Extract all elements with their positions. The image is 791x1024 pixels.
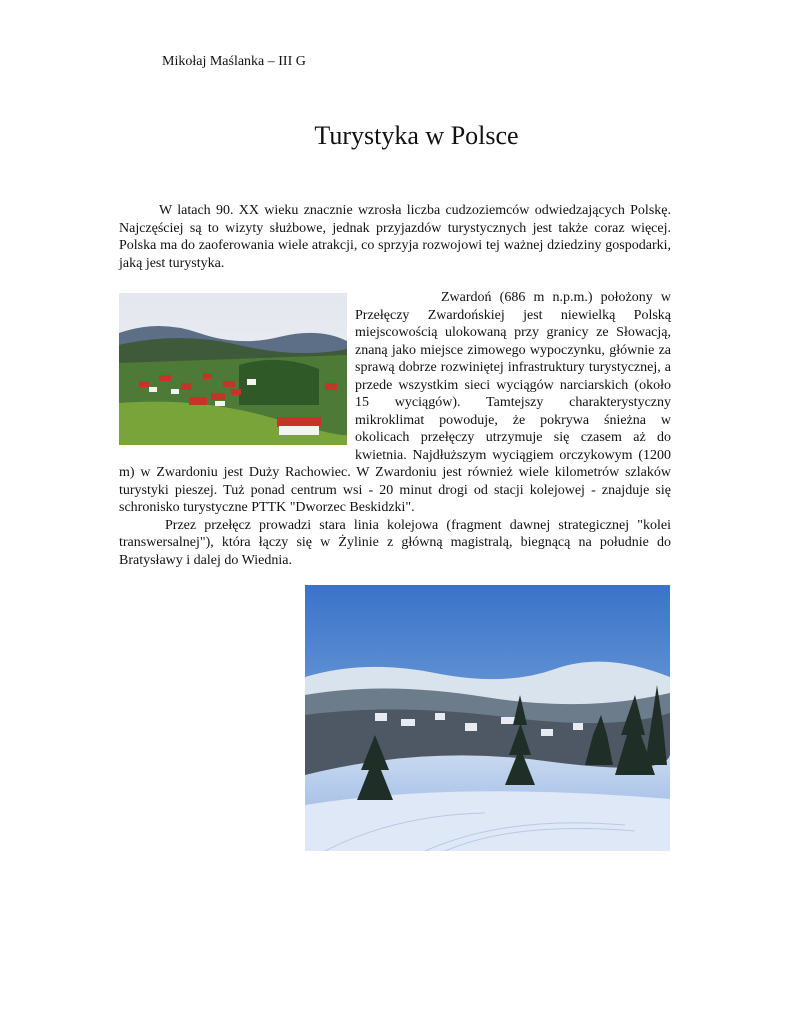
paragraph-intro: W latach 90. XX wieku znacznie wzrosła liczba cudzoziemców odwiedzających Polskę. Najczęściej są to wizyty służbowe, jednak przyjazdów turystycznych jest także coraz więcej. Polska ma do zaoferowania wiele atrakcji, co sprzyja rozwojowi tej ważnej dziedziny gospodarki, jaką jest turystyka. (119, 203, 671, 271)
zwardon-winter-photo (305, 585, 670, 851)
paragraph-zwardon (119, 289, 671, 517)
document-body (119, 202, 671, 569)
paragraph-zwardon-text: Zwardoń (686 m n.p.m.) położony w Przełęczy Zwardońskiej jest niewielką Polską miejscowością ulokowaną przy granicy ze Słowacją, znaną jako miejsce zimowego wypoczynku, głównie za sprawą dobrze rozwiniętej infrastruktury turystycznej, a przede wszystkim sieci wyciągów narciarskich (około 15 wyciągów). Tamtejszy charakterystyczny mikroklimat powoduje, że pokrywa śnieżna w okolicach przełęczy utrzymuje się czasem aż do kwietnia. Najdłuższym wyciągiem orczykowym (1200 m) w Zwardoniu jest Duży Rachowiec. W Zwardoniu jest również wiele kilometrów szlaków turystyki pieszej. Tuż ponad centrum wsi - 20 minut drogi od stacji kolejowej - znajduje się schronisko turystyczne PTTK "Dworzec Beskidzki". (119, 290, 671, 515)
document-title: Turystyka w Polsce (314, 121, 519, 150)
paragraph-railway: Przez przełęcz prowadzi stara linia kolejowa (fragment dawnej strategicznej "kolei transwersalnej"), która łączy się w Żylinie z główną magistralą, biegnącą na południe do Bratysławy i dalej do Wiednia. (119, 517, 671, 568)
author-line: Mikołaj Maślanka – III G (162, 54, 306, 69)
zwardon-summer-photo (119, 293, 347, 445)
